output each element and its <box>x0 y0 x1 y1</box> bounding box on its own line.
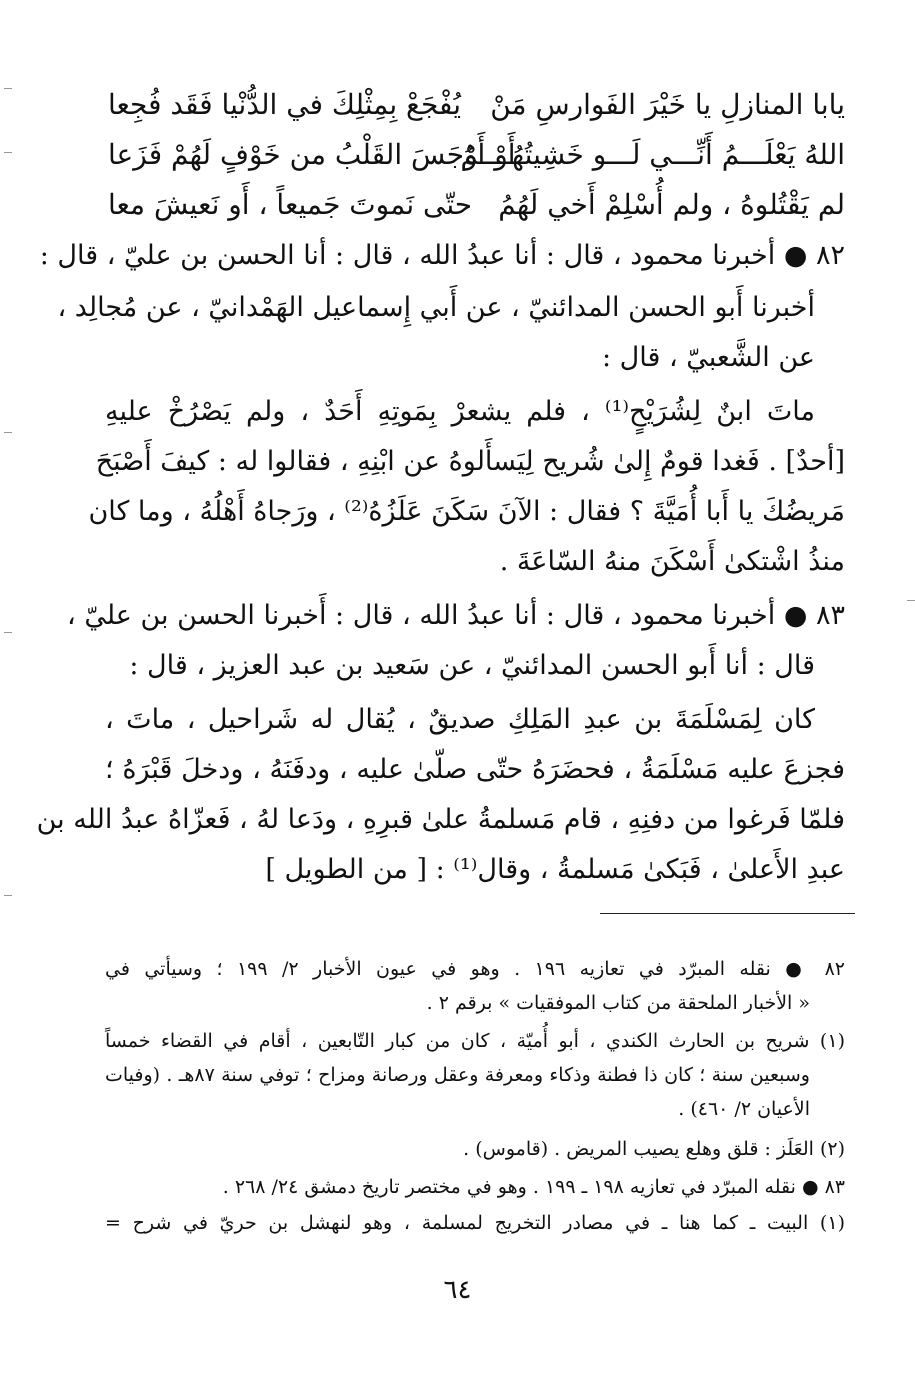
margin-mark <box>4 895 12 896</box>
verse-3-second-half: حتّى نَموتَ جَميعاً ، أَو نَعيشَ معا <box>108 188 473 221</box>
entry-83-body-line-1: كان لِمَسْلَمَةَ بن عبدِ المَلِكِ صديقٌ ، يُقال له شَراحيل ، ماتَ ، <box>105 704 815 735</box>
entry-82-body-line-1: ماتَ ابنٌ لِشُرَيْحٍ⁽¹⁾ ، فلم يشعرْ بِمَوتِهِ أَحَدٌ ، ولم يَصْرُخْ عليهِ <box>105 396 815 427</box>
margin-mark <box>907 600 915 601</box>
margin-mark <box>4 432 12 433</box>
footnote-separator <box>600 913 855 914</box>
footnote-2: (٢) العَلَز : قلق وهلع يصيب المريض . (قاموس) . <box>463 1138 845 1160</box>
entry-83-line-1: ٨٣ ● أخبرنا محمود ، قال : أنا عبدُ الله ، قال : أَخبرنا الحسن بن عليّ ، <box>67 600 845 631</box>
entry-83-body-line-3: فلمّا فَرغوا من دفنِهِ ، قام مَسلمةُ علىٰ قبرِهِ ، ودَعا لهُ ، فَعزّاهُ عبدُ الله بن <box>36 804 845 835</box>
verse-2-second-half: أَوْ أَوْجَسَ القَلْبُ من خَوْفٍ لَهُمْ فَزَعا <box>108 138 516 171</box>
footnote-83: ٨٣ ● نقله المبرّد في تعازيه ١٩٨ ـ ١٩٩ . وهو في مختصر تاريخ دمشق ٢٤/ ٢٦٨ . <box>222 1176 845 1198</box>
page-number: ٦٤ <box>443 1275 472 1305</box>
margin-mark <box>4 152 12 153</box>
entry-82-line-2: أخبرنا أَبو الحسن المدائنيّ ، عن أَبي إِسماعيل الهَمْدانيّ ، عن مُجالِد ، <box>57 292 815 323</box>
margin-mark <box>4 88 12 89</box>
verse-3-first-half: لم يَقْتُلوهُ ، ولم أُسْلِمْ أَخي لَهُمُ <box>498 188 845 221</box>
entry-82-line-3: عن الشَّعبيّ ، قال : <box>601 342 815 373</box>
footnote-1-line-3: الأعيان ٢/ ٤٦٠) . <box>678 1098 810 1120</box>
entry-82-body-line-3: مَريضُكَ يا أَبا أُمَيَّةَ ؟ فقال : الآنَ سَكَنَ عَلَزُهُ⁽²⁾ ، ورَجاهُ أَهْلُهُ ، وما كان <box>88 496 845 527</box>
verse-1-second-half: يُفْجَعْ بِمِثْلِكَ في الدُّنْيا فَقَد فُجِعا <box>108 88 461 121</box>
footnote-82-line-2: « الأخبار الملحقة من كتاب الموفقيات » برقم ٢ . <box>426 992 810 1014</box>
footnote-82-line-1: ٨٢ ● نقله المبرّد في تعازيه ١٩٦ . وهو في عيون الأخبار ٢/ ١٩٩ ؛ وسيأتي في <box>105 958 845 980</box>
footnote-1-line-1: (١) شريح بن الحارث الكندي ، أبو أُميّة ، كان من كبار التّابعين ، أقام في القضاء خمساً <box>105 1030 845 1052</box>
entry-82-line-1: ٨٢ ● أخبرنا محمود ، قال : أنا عبدُ الله ، قال : أنا الحسن بن عليّ ، قال : <box>39 240 845 271</box>
verse-1-first-half: يابا المنازلِ يا خَيْرَ الفَوارسِ مَنْ <box>490 88 845 121</box>
margin-mark <box>4 632 12 633</box>
verse-2-first-half: اللهُ يَعْلَـــمُ أَنِّـــي لَـــو خَشِيتُهُــــمُ <box>460 138 845 171</box>
footnote-1-line-2: وسبعين سنة ؛ كان ذا فطنة وذكاء ومعرفة وعقل ورصانة ومزاح ؛ توفي سنة ٨٧هـ . (وفيات <box>105 1064 810 1086</box>
footnote-83-1: (١) البيت ـ كما هنا ـ في مصادر التخريج لمسلمة ، وهو لنهشل بن حريّ في شرح = <box>105 1212 845 1234</box>
entry-83-body-line-4: عبدِ الأَعلىٰ ، فَبَكىٰ مَسلمةُ ، وقال⁽¹⁾ : [ من الطويل ] <box>265 854 845 885</box>
entry-82-body-line-2: [أحدٌ] . فَغدا قومٌ إِلىٰ شُريح لِيَسأَلوهُ عن ابْنِهِ ، فقالوا له : كيفَ أَصْبَحَ <box>95 446 845 477</box>
entry-83-body-line-2: فجزعَ عليه مَسْلَمَةُ ، فحضَرَهُ حتّى صلّىٰ عليه ، ودفَنَهُ ، ودخلَ قَبْرَهُ ؛ <box>105 754 845 785</box>
entry-83-line-2: قال : أنا أَبو الحسن المدائنيّ ، عن سَعيد بن عبد العزيز ، قال : <box>129 650 815 681</box>
entry-82-body-line-4: منذُ اشْتكىٰ أَسْكَنَ منهُ السّاعَةَ . <box>499 546 845 577</box>
